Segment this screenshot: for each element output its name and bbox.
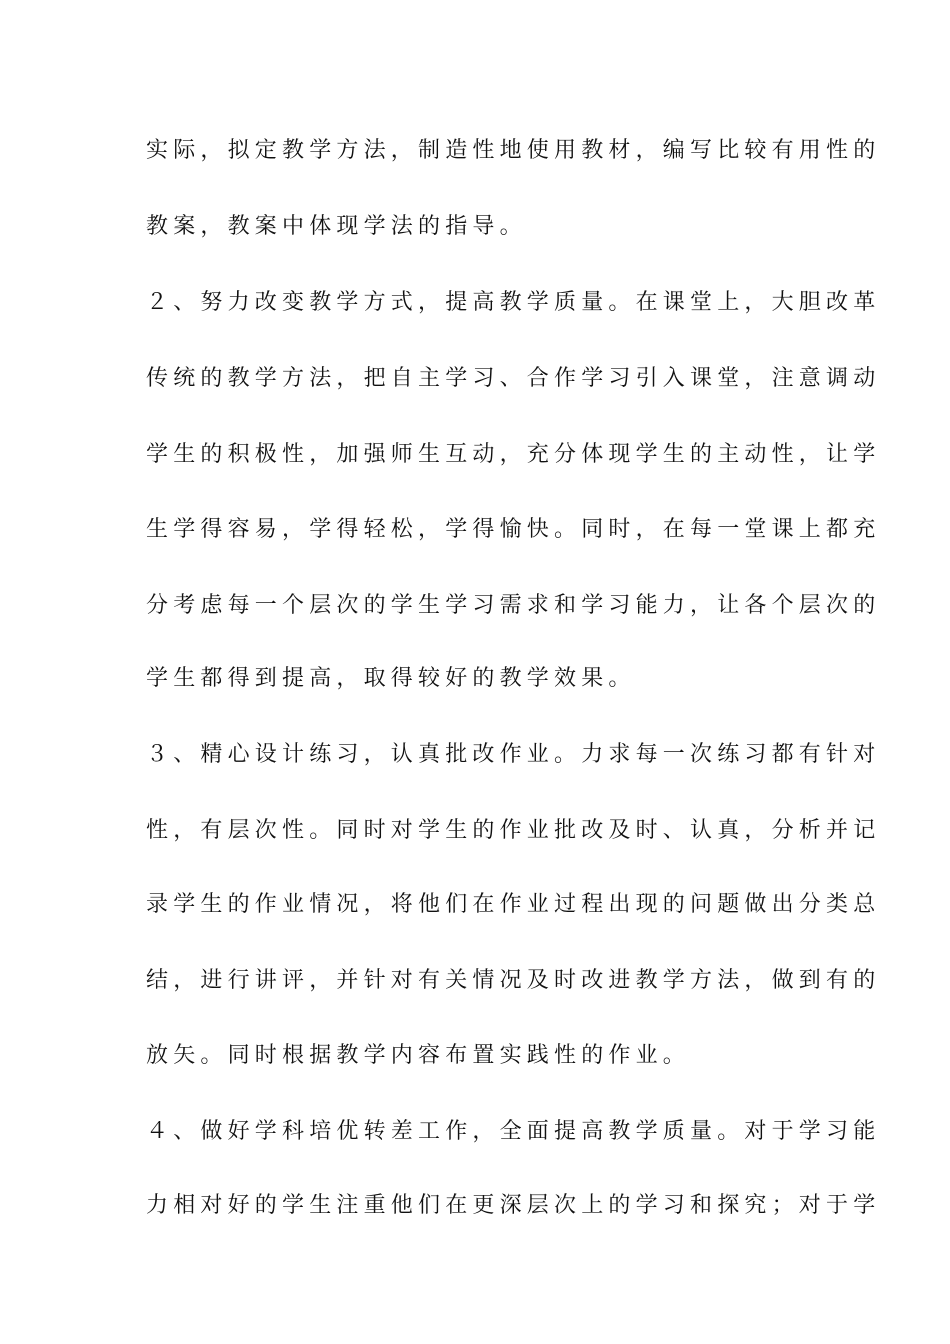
text-line: 学生都得到提高，取得较好的教学效果。 bbox=[146, 666, 636, 691]
text-line: ３、精心设计练习，认真批改作业。力求每一次练习都有针对 bbox=[146, 742, 881, 767]
text-line: ２、努力改变教学方式，提高教学质量。在课堂上，大胆改革 bbox=[146, 290, 881, 315]
text-line: 传统的教学方法，把自主学习、合作学习引入课堂，注意调动 bbox=[146, 366, 881, 391]
text-line: 学生的积极性，加强师生互动，充分体现学生的主动性，让学 bbox=[146, 442, 881, 467]
text-line: 性，有层次性。同时对学生的作业批改及时、认真，分析并记 bbox=[146, 818, 881, 843]
text-line: ４、做好学科培优转差工作，全面提高教学质量。对于学习能 bbox=[146, 1119, 881, 1144]
text-line: 实际，拟定教学方法，制造性地使用教材，编写比较有用性的 bbox=[146, 138, 881, 163]
text-line: 力相对好的学生注重他们在更深层次上的学习和探究；对于学 bbox=[146, 1193, 881, 1218]
text-line: 教案，教案中体现学法的指导。 bbox=[146, 214, 527, 239]
text-line: 录学生的作业情况，将他们在作业过程出现的问题做出分类总 bbox=[146, 892, 881, 917]
text-line: 放矢。同时根据教学内容布置实践性的作业。 bbox=[146, 1043, 691, 1068]
text-line: 结，进行讲评，并针对有关情况及时改进教学方法，做到有的 bbox=[146, 968, 881, 993]
text-line: 分考虑每一个层次的学生学习需求和学习能力，让各个层次的 bbox=[146, 593, 881, 618]
text-line: 生学得容易，学得轻松，学得愉快。同时，在每一堂课上都充 bbox=[146, 517, 881, 542]
